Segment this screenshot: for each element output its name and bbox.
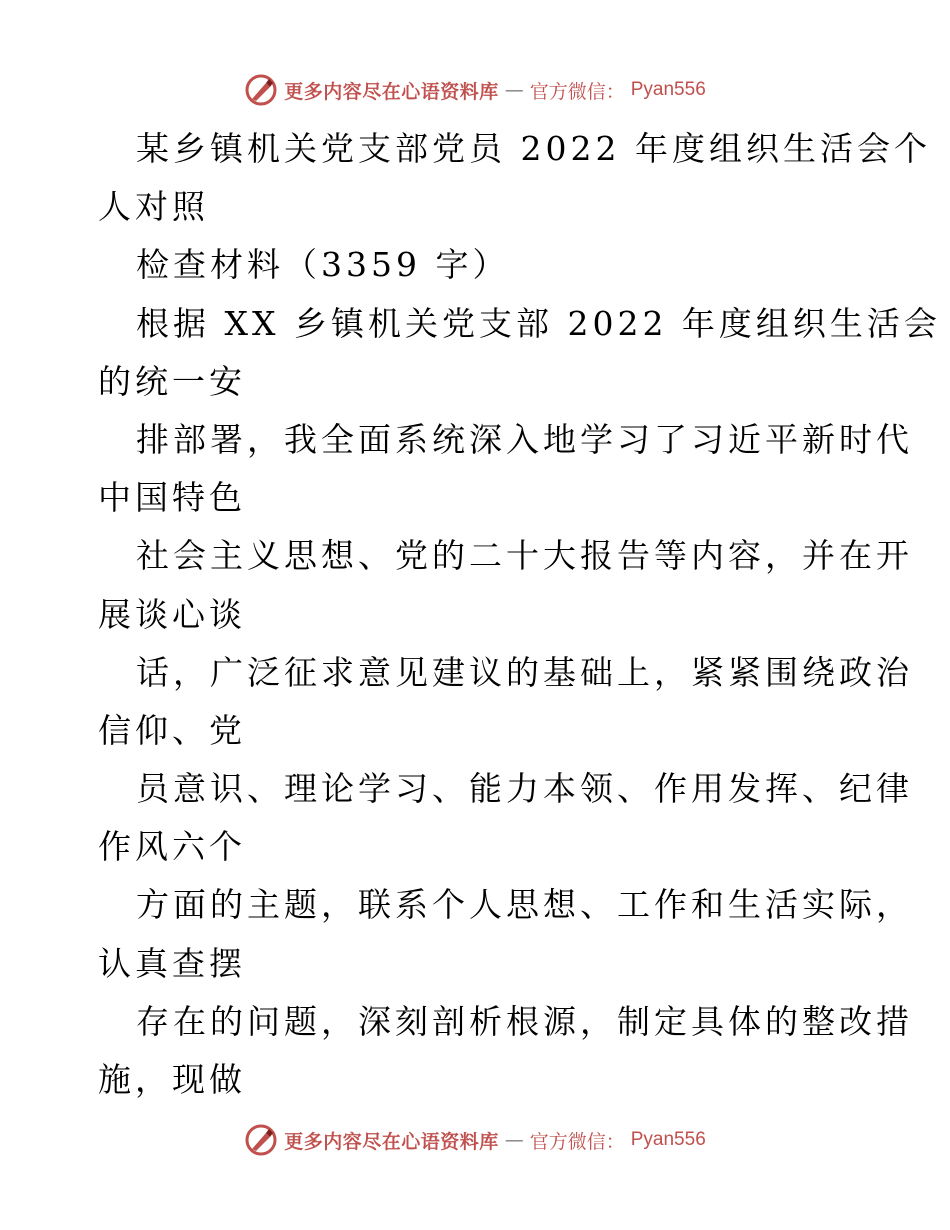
text-line: 社会主义思想、党的二十大报告等内容，并在开 bbox=[136, 536, 913, 576]
pen-logo-icon bbox=[244, 73, 278, 107]
banner-wechat-label: 官方微信： bbox=[529, 1130, 625, 1153]
text-line: 员意识、理论学习、能力本领、作用发挥、纪律 bbox=[136, 769, 913, 809]
footer-banner bbox=[0, 1120, 950, 1160]
text-line: 某乡镇机关党支部党员 2022 年度组织生活会个 bbox=[136, 129, 931, 168]
text-line: 人对照 bbox=[98, 187, 209, 227]
text-line: 检查材料（3359 字） bbox=[136, 245, 510, 285]
text-line: 的统一安 bbox=[98, 361, 246, 401]
text-line: 方面的主题，联系个人思想、工作和生活实际， bbox=[136, 885, 913, 925]
banner-separator: — bbox=[504, 79, 524, 101]
document-body bbox=[98, 120, 941, 1109]
banner-text: 更多内容尽在心语资料库 bbox=[284, 80, 499, 103]
text-line: 信仰、党 bbox=[98, 710, 246, 750]
text-line: 中国特色 bbox=[98, 478, 246, 518]
text-line: 根据 XX 乡镇机关党支部 2022 年度组织生活会 bbox=[136, 303, 941, 343]
pen-logo-icon bbox=[244, 1123, 278, 1157]
text-line: 话，广泛征求意见建议的基础上，紧紧围绕政治 bbox=[136, 652, 913, 692]
text-line: 施，现做 bbox=[98, 1060, 246, 1099]
banner-text: 更多内容尽在心语资料库 bbox=[284, 1130, 499, 1153]
text-line: 认真查摆 bbox=[98, 943, 246, 983]
banner-wechat-id: Pyan556 bbox=[630, 1129, 706, 1150]
text-line: 排部署，我全面系统深入地学习了习近平新时代 bbox=[136, 419, 913, 459]
text-line: 作风六个 bbox=[98, 827, 246, 867]
header-banner bbox=[0, 70, 950, 110]
banner-wechat-id: Pyan556 bbox=[630, 79, 706, 100]
banner-separator: — bbox=[504, 1129, 524, 1151]
text-line: 展谈心谈 bbox=[98, 594, 246, 634]
banner-wechat-label: 官方微信： bbox=[529, 80, 625, 103]
text-line: 存在的问题，深刻剖析根源，制定具体的整改措 bbox=[136, 1001, 913, 1041]
